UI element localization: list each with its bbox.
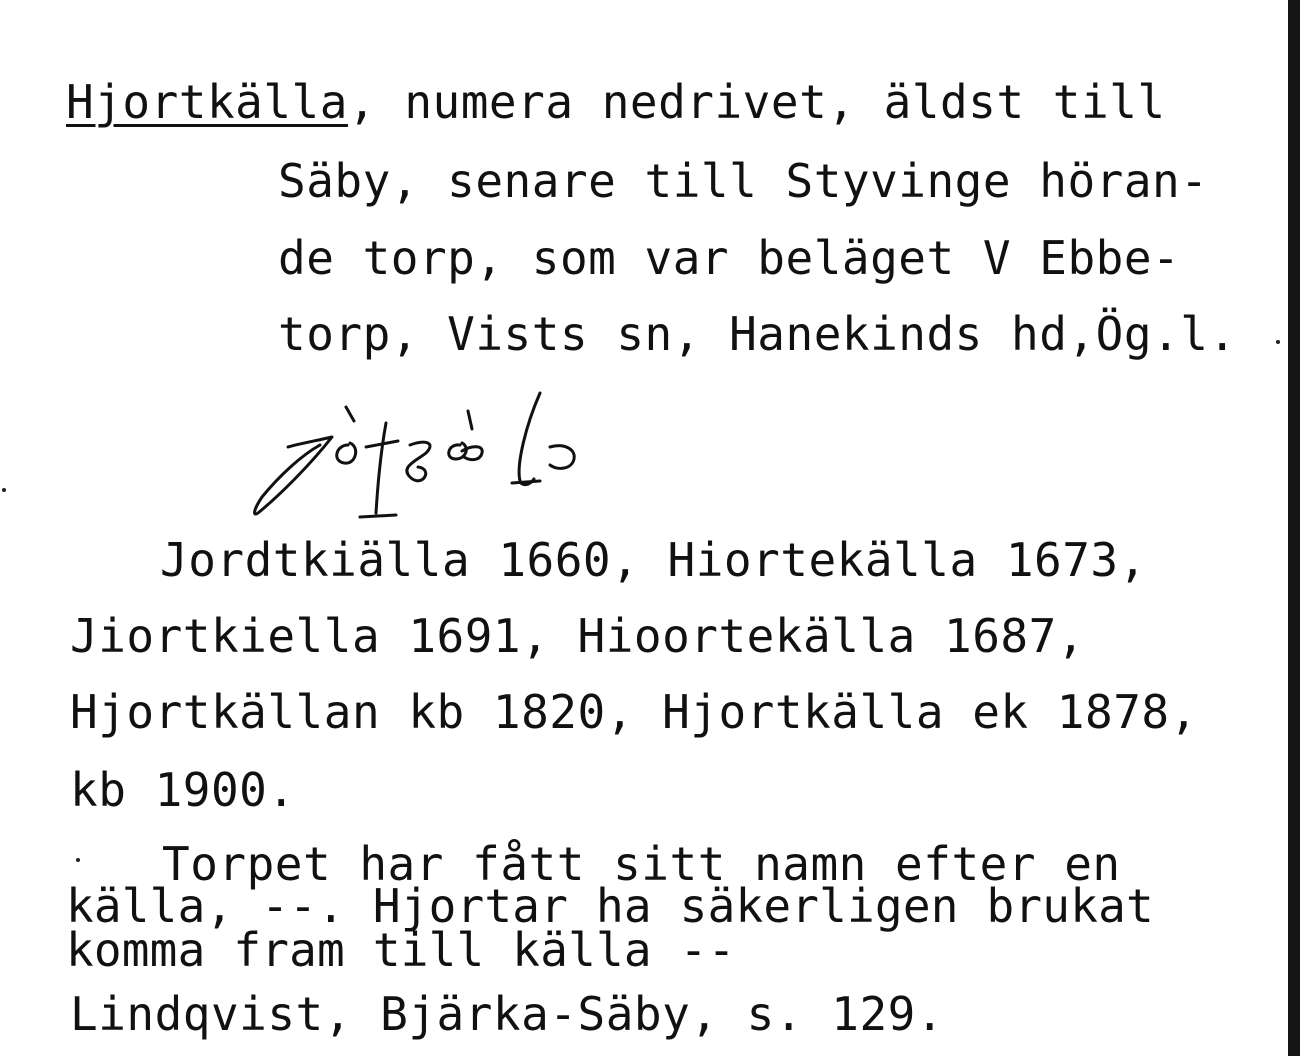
- forms-line-2: Jiortkiella 1691, Hioortekälla 1687,: [70, 609, 1085, 663]
- heading-line: [66, 76, 1166, 128]
- description-line-1: Säby, senare till Styvinge höran-: [278, 154, 1209, 208]
- scan-speck: [76, 858, 80, 862]
- forms-line-4: kb 1900.: [70, 763, 296, 817]
- note-line-1: Torpet har fått sitt namn efter en: [162, 837, 1121, 891]
- headword: Hjortkälla: [66, 75, 348, 129]
- card-edge-shadow: [1288, 0, 1300, 1056]
- forms-line-3: Hjortkällan kb 1820, Hjortkälla ek 1878,: [70, 685, 1198, 739]
- note-line-3: komma fram till källa --: [66, 923, 736, 977]
- forms-line-1: Jordtkiälla 1660, Hiortekälla 1673,: [160, 533, 1147, 587]
- phonetic-handwriting: [250, 385, 640, 525]
- description-line-2: de torp, som var beläget V Ebbe-: [278, 231, 1181, 285]
- source-reference: Lindqvist, Bjärka-Säby, s. 129.: [70, 987, 945, 1041]
- scan-speck: [1276, 340, 1280, 344]
- note-line-2: källa, --. Hjortar ha säkerligen brukat: [66, 879, 1154, 933]
- scan-speck: [2, 488, 6, 492]
- heading-rest: , numera nedrivet, äldst till: [347, 75, 1166, 129]
- description-line-3: torp, Vists sn, Hanekinds hd,Ög.l.: [278, 307, 1237, 361]
